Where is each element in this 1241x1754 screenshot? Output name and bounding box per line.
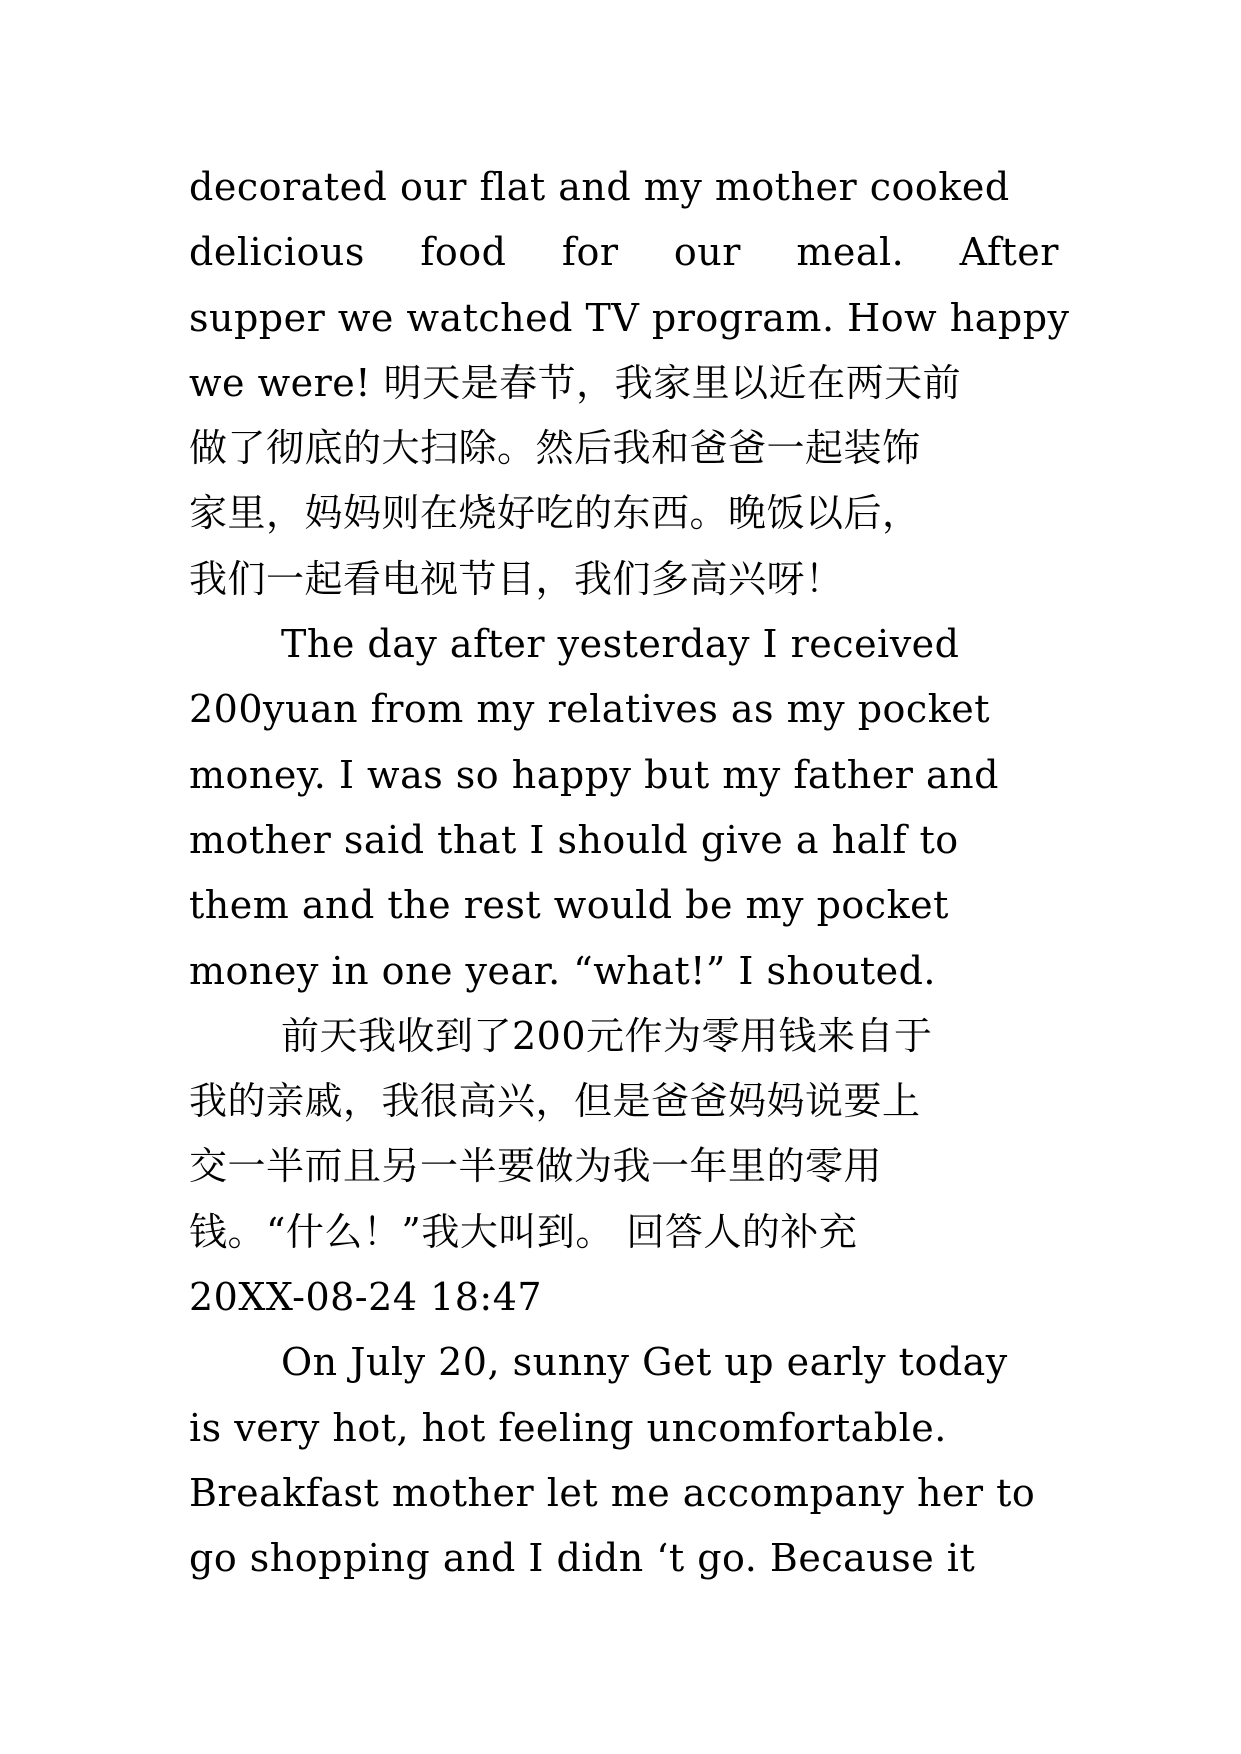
- text-line: decorated our flat and my mother cooked: [189, 165, 1010, 209]
- text-line: 我的亲戚，我很高兴，但是爸爸妈妈说要上: [189, 1079, 921, 1124]
- text-line: money in one year. “what!” I shouted.: [189, 948, 937, 993]
- text-line: 家里，妈妈则在烧好吃的东西。晚饭以后，: [189, 491, 921, 536]
- body-text: [189, 155, 1070, 1592]
- text-line: them and the rest would be my pocket: [189, 883, 949, 928]
- word: our: [673, 230, 741, 275]
- text-line: The day after yesterday I received: [281, 622, 960, 667]
- text-line: mother said that I should give a half to: [189, 817, 959, 862]
- text-line: 我们一起看电视节目，我们多高兴呀！: [189, 556, 844, 601]
- text-line: supper we watched TV program. How happy: [189, 295, 1070, 340]
- word: meal.: [796, 230, 905, 275]
- text-line: Breakfast mother let me accompany her to: [189, 1470, 1036, 1515]
- text-line: 前天我收到了200元作为零用钱来自于: [281, 1013, 933, 1058]
- text-line: On July 20, sunny Get up early today: [281, 1340, 1008, 1385]
- word: for: [561, 230, 619, 275]
- word: delicious: [189, 230, 365, 275]
- timestamp-line: 20XX-08-24 18:47: [189, 1275, 543, 1320]
- text-line: 交一半而且另一半要做为我一年里的零用: [189, 1144, 883, 1189]
- text-line: go shopping and I didn ‘t go. Because it: [189, 1536, 976, 1581]
- word: food: [420, 230, 507, 275]
- text-line: we were! 明天是春节，我家里以近在两天前: [189, 360, 962, 405]
- text-line: is very hot, hot feeling uncomfortable.: [189, 1405, 947, 1450]
- text-line: 钱。“什么！”我大叫到。 回答人的补充: [189, 1209, 858, 1254]
- word: After: [959, 230, 1059, 275]
- text-line-justified: [189, 220, 1059, 285]
- text-line: 做了彻底的大扫除。然后我和爸爸一起装饰: [189, 426, 921, 471]
- text-line: money. I was so happy but my father and: [189, 752, 999, 797]
- text-line: 200yuan from my relatives as my pocket: [189, 687, 990, 732]
